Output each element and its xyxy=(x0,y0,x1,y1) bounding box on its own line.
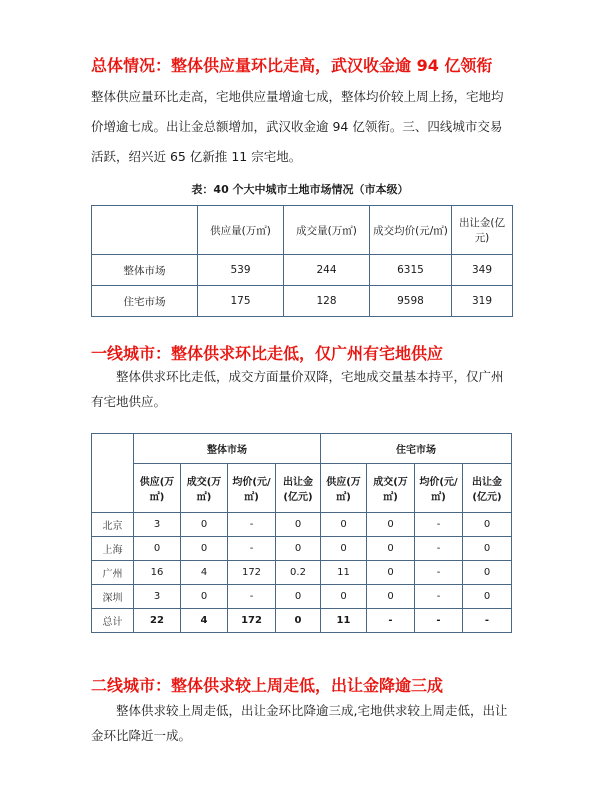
table-cell: 0 xyxy=(134,537,181,561)
row-label: 广州 xyxy=(92,561,134,585)
table-cell: 0 xyxy=(367,513,415,537)
heading-tier1: 一线城市：整体供求环比走低，仅广州有宅地供应 xyxy=(91,344,444,363)
table-cell: 0 xyxy=(367,537,415,561)
table-cell: 319 xyxy=(452,286,513,317)
table1-caption: 表：40 个大中城市土地市场情况（市本级） xyxy=(191,183,409,196)
header-cell: 出让金(亿元) xyxy=(452,206,513,255)
table-cell: 4 xyxy=(181,561,228,585)
header-cell: 成交量(万㎡) xyxy=(284,206,370,255)
table-cell: 539 xyxy=(198,255,284,286)
header-cell: 成交均价(元/㎡) xyxy=(370,206,452,255)
table-row xyxy=(92,286,513,317)
row-label: 住宅市场 xyxy=(92,286,198,317)
table-cell: 0 xyxy=(181,513,228,537)
row-label: 整体市场 xyxy=(92,255,198,286)
table-cell: 0 xyxy=(276,585,321,609)
table-cell: 128 xyxy=(284,286,370,317)
table-cell: 0 xyxy=(276,537,321,561)
table-header-row xyxy=(92,206,513,255)
header-cell: 均价(元/㎡) xyxy=(228,464,276,513)
table-cell: - xyxy=(463,609,512,633)
table-cell: - xyxy=(367,609,415,633)
table-cell: 0.2 xyxy=(276,561,321,585)
header-cell: 供应(万㎡) xyxy=(321,464,367,513)
table-cell: 0 xyxy=(367,585,415,609)
table-cell: 9598 xyxy=(370,286,452,317)
table-cell: - xyxy=(228,585,276,609)
header-cell: 成交(万㎡) xyxy=(181,464,228,513)
row-label: 上海 xyxy=(92,537,134,561)
header-cell: 成交(万㎡) xyxy=(367,464,415,513)
row-label: 总计 xyxy=(92,609,134,633)
table-cell: 0 xyxy=(367,561,415,585)
heading-overall: 总体情况：整体供应量环比走高，武汉收金逾 94 亿领衔 xyxy=(91,56,493,75)
paragraph-tier2: 整体供求较上周走低，出让金环比降逾三成,宅地供求较上周走低，出让金环比降近一成。 xyxy=(91,703,508,743)
paragraph-overall: 整体供应量环比走高，宅地供应量增逾七成，整体均价较上周上扬，宅地均价增逾七成。出让金总额增加，武汉收金逾 94 亿领衔。三、四线城市交易活跃，绍兴近 65 亿新推 11 宗宅地。 xyxy=(91,89,504,164)
table-cell: - xyxy=(228,537,276,561)
table-cell: 0 xyxy=(276,513,321,537)
table-cell: 0 xyxy=(321,513,367,537)
table-cell: 11 xyxy=(321,609,367,633)
table-cell: 172 xyxy=(228,609,276,633)
land-market-table xyxy=(91,205,513,317)
table-cell: - xyxy=(415,609,463,633)
header-cell: 出让金(亿元) xyxy=(463,464,512,513)
row-label: 北京 xyxy=(92,513,134,537)
table-cell: 0 xyxy=(321,537,367,561)
group-header-row xyxy=(92,434,512,464)
group-header-overall: 整体市场 xyxy=(134,434,321,464)
table-cell: - xyxy=(415,561,463,585)
table-cell: 11 xyxy=(321,561,367,585)
corner-cell xyxy=(92,434,134,513)
paragraph-tier1: 整体供求环比走低，成交方面量价双降，宅地成交量基本持平，仅广州有宅地供应。 xyxy=(91,369,504,409)
table-cell: 172 xyxy=(228,561,276,585)
table-cell: 0 xyxy=(321,585,367,609)
sub-header-row xyxy=(92,464,512,513)
table-cell: - xyxy=(415,513,463,537)
table-cell: 175 xyxy=(198,286,284,317)
heading-tier2: 二线城市：整体供求较上周走低，出让金降逾三成 xyxy=(91,676,444,695)
table-cell: 349 xyxy=(452,255,513,286)
header-cell xyxy=(92,206,198,255)
table-total-row xyxy=(92,609,512,633)
group-header-residential: 住宅市场 xyxy=(321,434,512,464)
table-row xyxy=(92,255,513,286)
header-cell: 供应量(万㎡) xyxy=(198,206,284,255)
header-cell: 均价(元/㎡) xyxy=(415,464,463,513)
table-cell: 0 xyxy=(181,585,228,609)
header-cell: 供应(万㎡) xyxy=(134,464,181,513)
table-cell: 3 xyxy=(134,585,181,609)
table-cell: 0 xyxy=(463,537,512,561)
table-cell: 0 xyxy=(276,609,321,633)
table-row xyxy=(92,561,512,585)
table-cell: 244 xyxy=(284,255,370,286)
table-cell: - xyxy=(415,585,463,609)
table-cell: 0 xyxy=(181,537,228,561)
table-row xyxy=(92,585,512,609)
table-cell: - xyxy=(228,513,276,537)
table-cell: 4 xyxy=(181,609,228,633)
table-row xyxy=(92,537,512,561)
table-cell: 22 xyxy=(134,609,181,633)
table-row xyxy=(92,513,512,537)
table-cell: 0 xyxy=(463,561,512,585)
tier1-city-table xyxy=(91,433,512,633)
row-label: 深圳 xyxy=(92,585,134,609)
table-cell: 0 xyxy=(463,513,512,537)
table-cell: 0 xyxy=(463,585,512,609)
table-cell: - xyxy=(415,537,463,561)
header-cell: 出让金(亿元) xyxy=(276,464,321,513)
table-cell: 6315 xyxy=(370,255,452,286)
table-cell: 16 xyxy=(134,561,181,585)
table-cell: 3 xyxy=(134,513,181,537)
